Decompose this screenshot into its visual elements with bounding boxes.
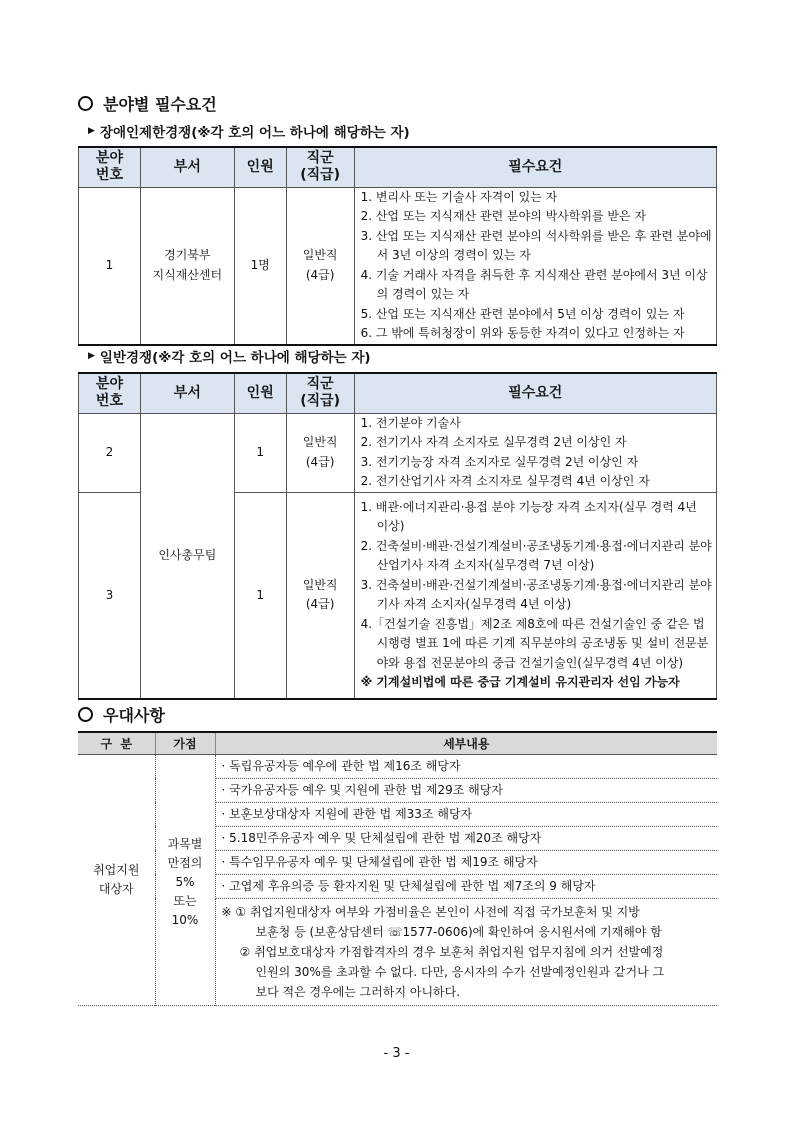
detail-item: · 국가유공자등 예우 및 지원에 관한 법 제29조 해당자	[215, 778, 717, 802]
subsection-title-text: 장애인제한경쟁(※각 호의 어느 하나에 해당하는 자)	[99, 125, 410, 141]
requirement-item: 1. 배관·에너지관리·용접 분야 기능장 자격 소지자(실무 경력 4년 이상)	[360, 499, 697, 534]
count-cell: 1	[234, 413, 286, 492]
dept-cell: 인사총무팀	[140, 413, 234, 699]
header-category: 구 분	[78, 732, 155, 754]
page-number: - 3 -	[383, 1046, 410, 1061]
table-row	[79, 413, 717, 492]
header-detail: 세부내용	[215, 732, 717, 754]
requirement-item: 2. 전기기사 자격 소지자로 실무경력 2년 이상인 자	[360, 435, 627, 449]
requirements-table-general	[78, 372, 717, 700]
requirements-cell	[354, 187, 716, 345]
detail-item: · 5.18민주유공자 예우 및 단체설립에 관한 법 제20조 해당자	[215, 826, 717, 850]
requirement-item: 4. 기술 거래사 자격을 취득한 후 지식재산 관련 분야에서 3년 이상의 경력이 있는 자	[360, 267, 708, 301]
requirement-item: 1. 변리사 또는 기술사 자격이 있는 자	[360, 189, 558, 204]
header-requirements: 필수요건	[354, 373, 716, 413]
requirement-item: 2. 건축설비·배관·건설기계설비·공조냉동기계·용접·에너지관리 분야 산업기사 자격 소지자(실무경력 7년 이상)	[360, 538, 712, 573]
grade-cell: 일반직 (4급)	[286, 187, 354, 345]
requirement-item: 4.「건설기술 진흥법」제2조 제8호에 따른 건설기술인 중 같은 법 시행령 별표 1에 따른 기계 직무분야의 공조냉동 및 설비 전문분야와 용접 전문분야의 중급 건설기술인(실무경력 4년 이상)	[360, 616, 709, 670]
requirement-item: 5. 산업 또는 지식재산 관련 분야에서 5년 이상 경력이 있는 자	[360, 306, 685, 321]
subsection-title-text: 일반경쟁(※각 호의 어느 하나에 해당하는 자)	[99, 350, 371, 366]
note-line: ② 취업보호대상자 가점합격자의 경우 보훈처 취업지원 업무지침에 의거 선발예정	[239, 944, 664, 959]
header-bonus: 가점	[155, 732, 215, 754]
table-header-row	[79, 147, 717, 187]
detail-item: · 보훈보상대상자 지원에 관한 법 제33조 해당자	[215, 802, 717, 826]
preferences-table	[78, 731, 717, 1006]
detail-item: · 특수임무유공자 예우 및 단체설립에 관한 법 제19조 해당자	[215, 850, 717, 874]
requirements-cell	[354, 492, 716, 699]
bonus-cell: 과목별 만점의 5% 또는 10%	[155, 754, 215, 1005]
section-title-text: 우대사항	[103, 706, 165, 725]
notes-cell	[215, 898, 717, 1005]
requirement-note: ※ 기계설비법에 따른 중급 기계설비 유지관리자 선임 가능자	[360, 675, 680, 690]
requirements-cell	[354, 413, 716, 492]
header-count: 인원	[234, 373, 286, 413]
header-dept: 부서	[140, 373, 234, 413]
section-title-preferences	[78, 703, 165, 726]
category-cell: 취업지원 대상자	[78, 754, 155, 1005]
note-line: 보훈청 등 (보훈상담센터 ☏1577-0606)에 확인하여 응시원서에 기재해야 함	[255, 924, 662, 939]
header-grade: 직군 (직급)	[286, 373, 354, 413]
circle-bullet-icon	[78, 707, 93, 722]
circle-bullet-icon	[78, 96, 93, 111]
section-title-text: 분야별 필수요건	[103, 95, 217, 114]
requirement-item: 2. 산업 또는 지식재산 관련 분야의 박사학위를 받은 자	[360, 209, 646, 223]
dept-cell: 경기북부 지식재산센터	[140, 187, 234, 345]
header-grade: 직군 (직급)	[286, 147, 354, 187]
table-row	[79, 187, 717, 345]
header-field-no: 분야 번호	[79, 147, 141, 187]
triangle-bullet-icon: ▶	[88, 126, 95, 136]
table-header-row	[78, 732, 717, 754]
triangle-bullet-icon: ▶	[88, 351, 95, 361]
detail-item: · 고엽제 후유의증 등 환자지원 및 단체설립에 관한 법 제7조의 9 해당자	[215, 874, 717, 898]
note-line: 인원의 30%를 초과할 수 없다. 다만, 응시자의 수가 선발예정인원과 같거나 그	[255, 964, 665, 979]
requirement-item: 6. 그 밖에 특허청장이 위와 동등한 자격이 있다고 인정하는 자	[360, 326, 685, 340]
requirements-table-disabled	[78, 146, 717, 346]
requirement-item: 1. 전기분야 기술사	[360, 415, 461, 430]
field-no-cell: 2	[79, 413, 141, 492]
field-no-cell: 1	[79, 187, 141, 345]
subsection-title-disabled	[88, 121, 410, 141]
table-row	[78, 754, 717, 778]
grade-cell: 일반직 (4급)	[286, 492, 354, 699]
header-requirements: 필수요건	[354, 147, 716, 187]
requirement-item: 2. 전기산업기사 자격 소지자로 실무경력 4년 이상인 자	[360, 474, 650, 488]
note-line: 보다 적은 경우에는 그러하지 아니하다.	[255, 984, 461, 999]
header-count: 인원	[234, 147, 286, 187]
note-line: ※ ① 취업지원대상자 여부와 가점비율은 본인이 사전에 직접 국가보훈처 및 지방	[221, 904, 640, 919]
grade-cell: 일반직 (4급)	[286, 413, 354, 492]
section-title-requirements	[78, 92, 217, 115]
count-cell: 1	[234, 492, 286, 699]
header-dept: 부서	[140, 147, 234, 187]
field-no-cell: 3	[79, 492, 141, 699]
requirement-item: 3. 산업 또는 지식재산 관련 분야의 석사학위를 받은 후 관련 분야에서 3년 이상의 경력이 있는 자	[360, 228, 712, 262]
detail-item: · 독립유공자등 예우에 관한 법 제16조 해당자	[215, 754, 717, 778]
requirement-item: 3. 건축설비·배관·건설기계설비·공조냉동기계·용접·에너지관리 분야 기사 자격 소지자(실무경력 4년 이상)	[360, 577, 712, 612]
subsection-title-general	[88, 346, 371, 366]
header-field-no: 분야 번호	[79, 373, 141, 413]
table-header-row	[79, 373, 717, 413]
count-cell: 1명	[234, 187, 286, 345]
requirement-item: 3. 전기기능장 자격 소지자로 실무경력 2년 이상인 자	[360, 454, 639, 469]
